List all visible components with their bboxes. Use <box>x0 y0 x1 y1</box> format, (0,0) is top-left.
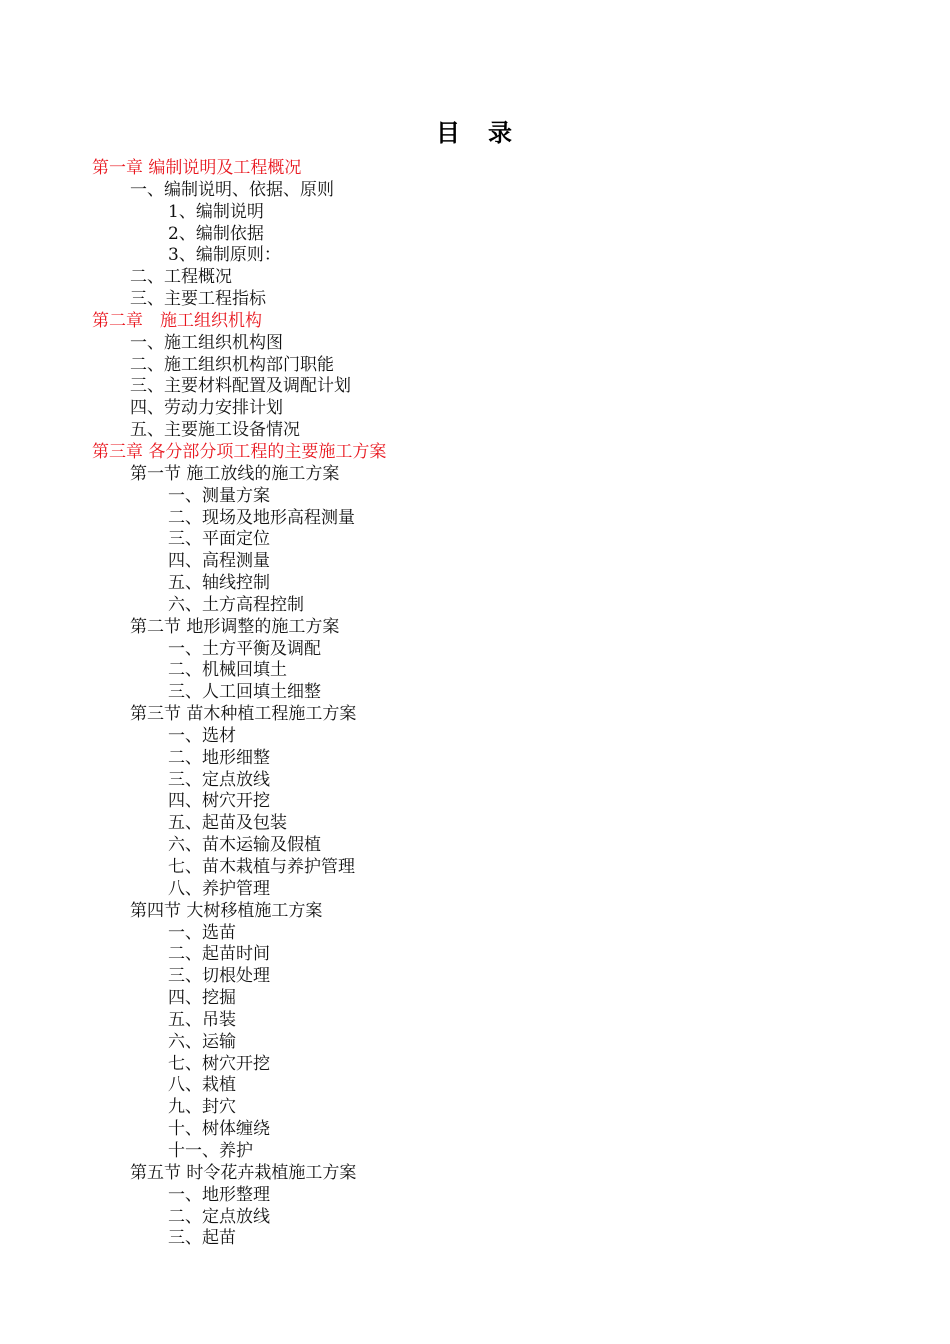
toc-subsection: 2、编制依据 <box>168 223 264 244</box>
toc-subsection: 五、吊装 <box>168 1009 236 1030</box>
toc-subsection: 九、封穴 <box>168 1097 236 1118</box>
toc-subsection: 三、定点放线 <box>168 769 270 790</box>
toc-section: 第二节 地形调整的施工方案 <box>130 616 340 637</box>
toc-subsection: 二、地形细整 <box>168 747 270 768</box>
toc-subsection: 三、平面定位 <box>168 529 270 550</box>
toc-subsection: 八、养护管理 <box>168 878 270 899</box>
toc-subsection: 五、起苗及包装 <box>168 813 287 834</box>
toc-subsection: 三、切根处理 <box>168 966 270 987</box>
toc-section: 三、主要材料配置及调配计划 <box>130 376 351 397</box>
toc-subsection: 二、起苗时间 <box>168 944 270 965</box>
toc-subsection: 一、测量方案 <box>168 485 270 506</box>
toc-title: 目 录 <box>436 118 514 147</box>
toc-chapter: 第三章 各分部分项工程的主要施工方案 <box>92 441 387 462</box>
toc-subsection: 3、编制原则： <box>168 245 281 266</box>
toc-subsection: 十、树体缠绕 <box>168 1119 270 1140</box>
toc-chapter: 第一章 编制说明及工程概况 <box>92 158 302 178</box>
toc-section: 第五节 时令花卉栽植施工方案 <box>130 1162 357 1183</box>
toc-subsection: 六、土方高程控制 <box>168 594 304 615</box>
toc-section: 五、主要施工设备情况 <box>130 420 300 441</box>
toc-subsection: 十一、养护 <box>168 1140 253 1161</box>
toc-section: 二、工程概况 <box>130 267 232 288</box>
toc-section: 一、施工组织机构图 <box>130 332 283 353</box>
toc-subsection: 二、定点放线 <box>168 1206 270 1227</box>
toc-subsection: 1、编制说明 <box>168 201 264 222</box>
toc-subsection: 三、起苗 <box>168 1228 236 1249</box>
toc-subsection: 六、苗木运输及假植 <box>168 835 321 856</box>
toc-subsection: 一、土方平衡及调配 <box>168 638 321 659</box>
toc-subsection: 三、人工回填土细整 <box>168 682 321 703</box>
toc-subsection: 一、地形整理 <box>168 1184 270 1205</box>
toc-subsection: 四、高程测量 <box>168 551 270 572</box>
toc-chapter: 第二章 施工组织机构 <box>92 310 262 331</box>
toc-section: 二、施工组织机构部门职能 <box>130 354 334 375</box>
table-of-contents <box>0 158 950 1250</box>
toc-subsection: 五、轴线控制 <box>168 573 270 594</box>
toc-subsection: 一、选苗 <box>168 922 236 943</box>
toc-subsection: 四、树穴开挖 <box>168 791 270 812</box>
toc-section: 一、编制说明、依据、原则 <box>130 179 334 200</box>
toc-subsection: 二、机械回填土 <box>168 660 287 681</box>
toc-section: 第四节 大树移植施工方案 <box>130 900 323 921</box>
toc-section: 第一节 施工放线的施工方案 <box>130 463 340 484</box>
toc-section: 三、主要工程指标 <box>130 289 266 310</box>
toc-subsection: 四、挖掘 <box>168 988 236 1009</box>
toc-subsection: 六、运输 <box>168 1031 236 1052</box>
toc-subsection: 七、树穴开挖 <box>168 1053 270 1074</box>
toc-subsection: 一、选材 <box>168 725 236 746</box>
toc-subsection: 八、栽植 <box>168 1075 236 1096</box>
toc-section: 第三节 苗木种植工程施工方案 <box>130 704 357 725</box>
toc-section: 四、劳动力安排计划 <box>130 398 283 419</box>
toc-subsection: 七、苗木栽植与养护管理 <box>168 857 355 877</box>
toc-subsection: 二、现场及地形高程测量 <box>168 507 355 528</box>
